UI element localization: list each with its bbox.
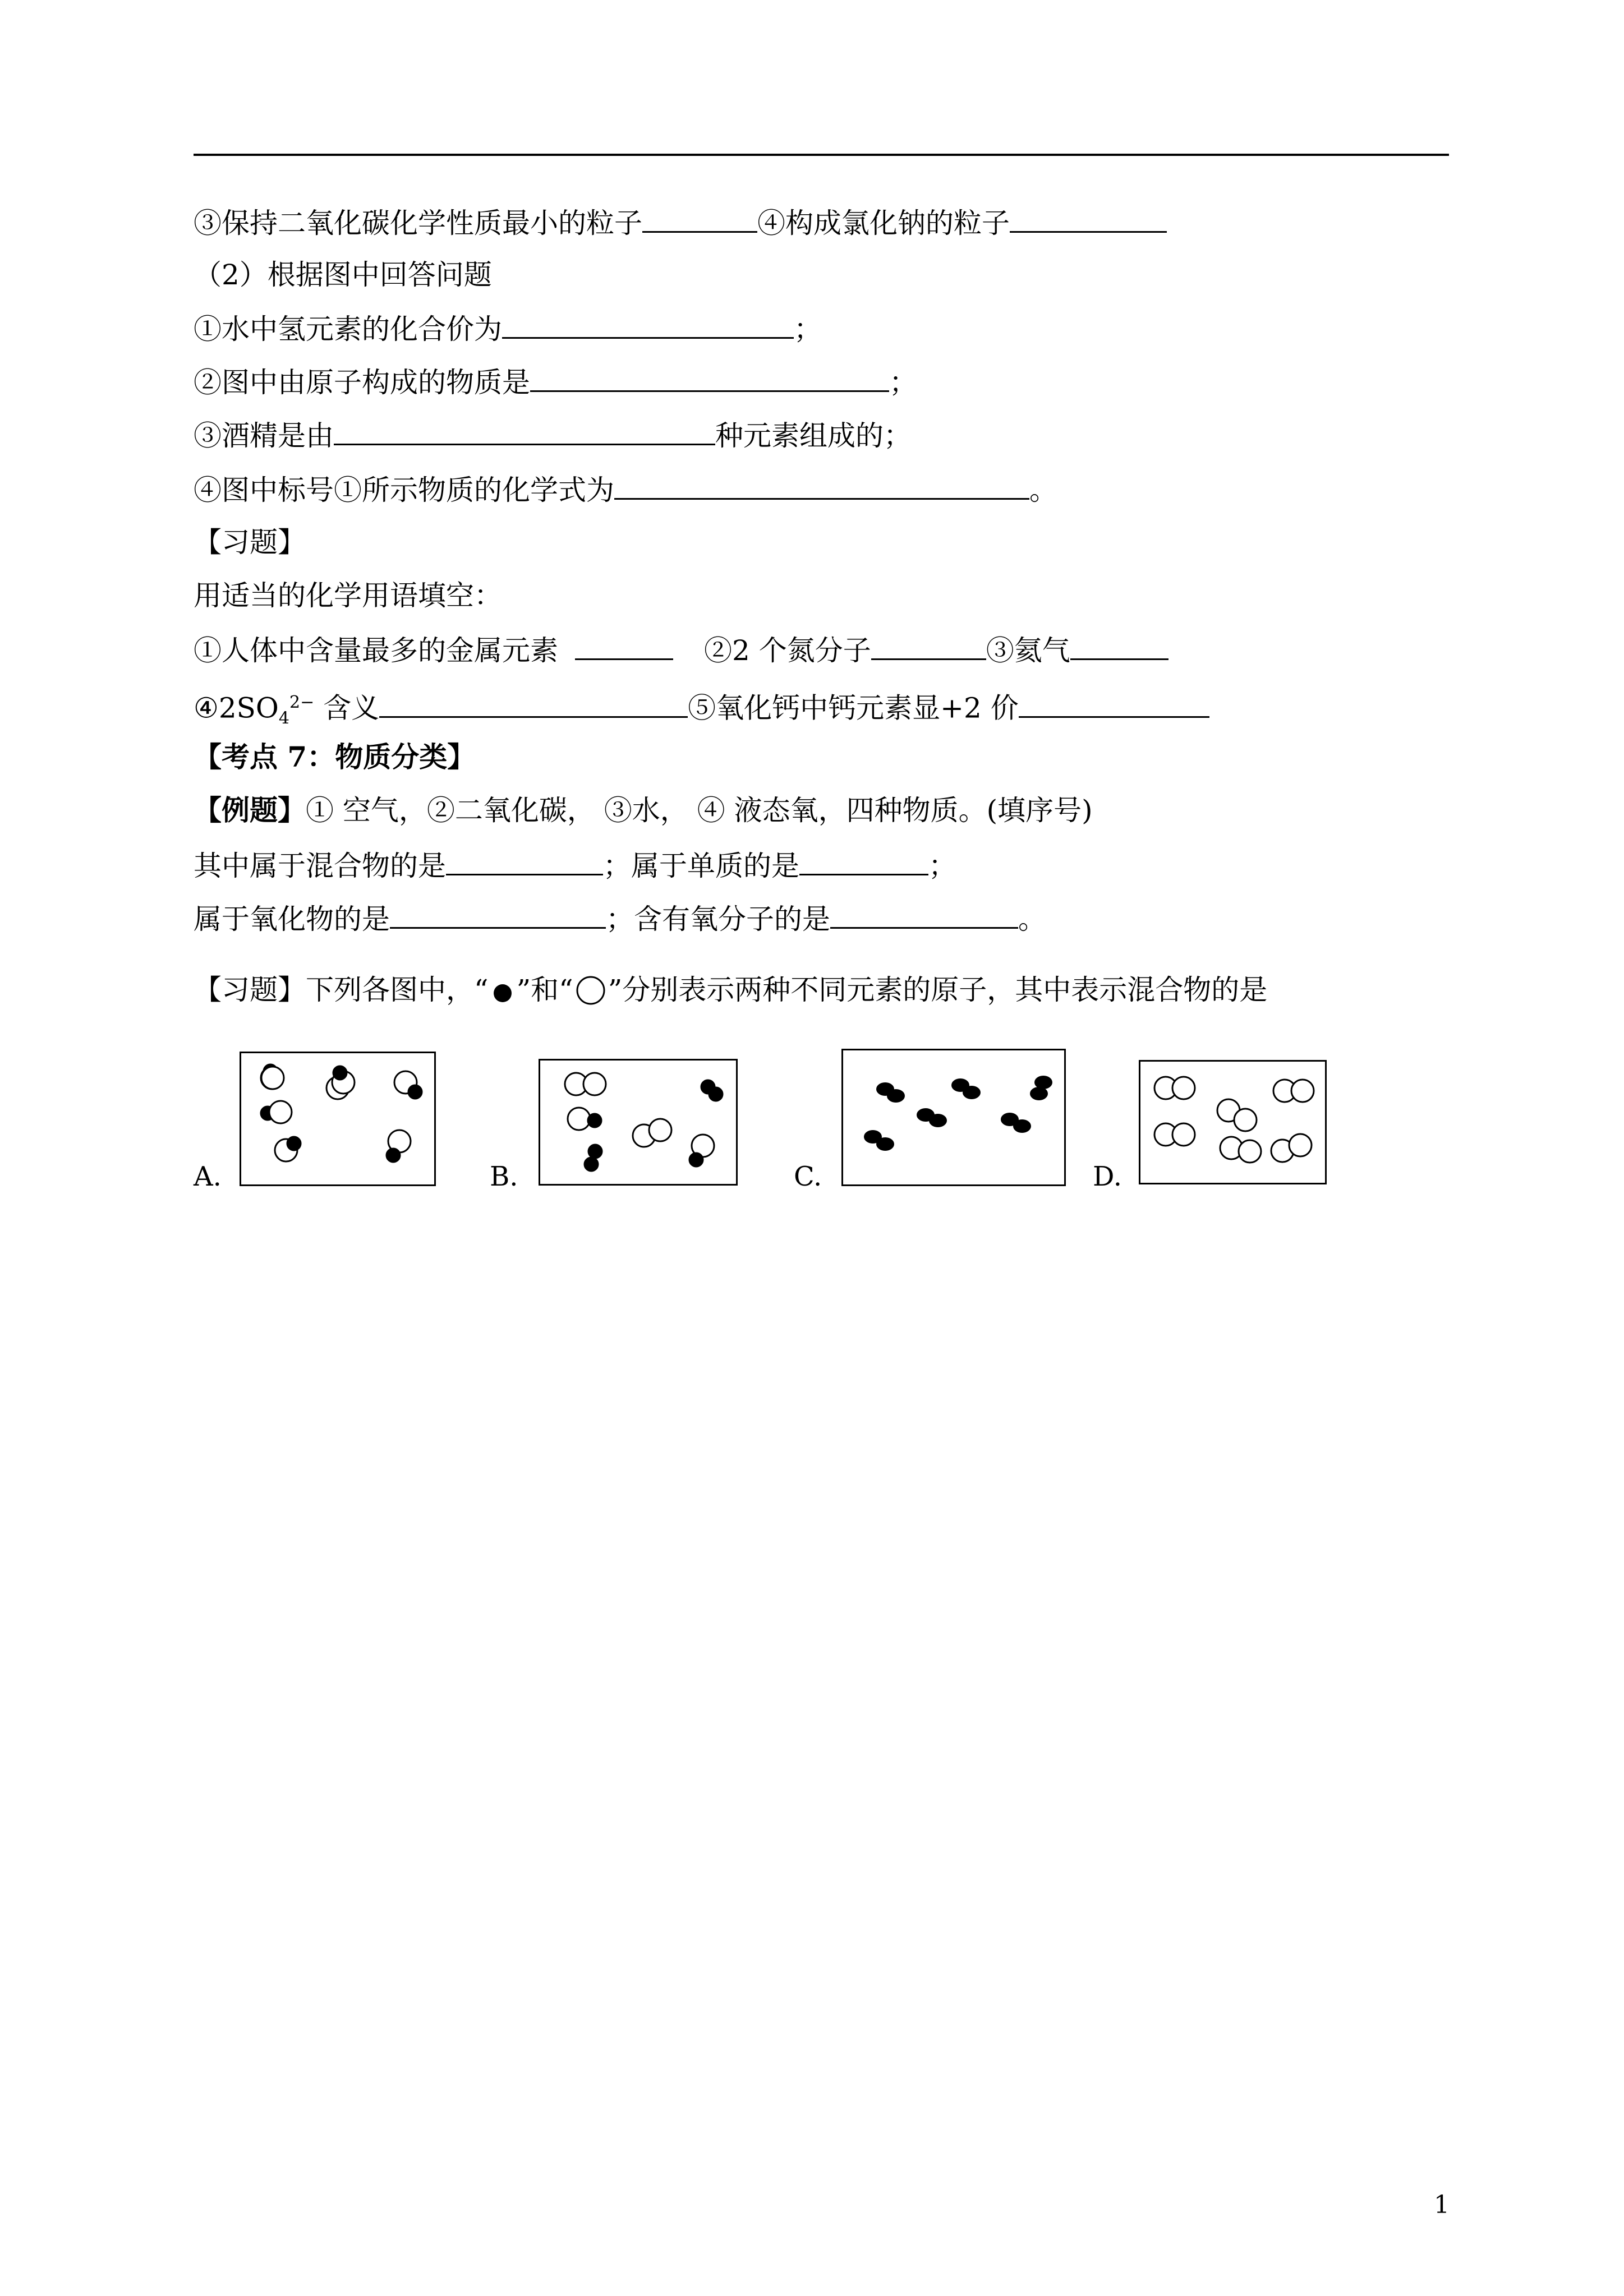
- option-b-diagram[interactable]: [539, 1059, 738, 1186]
- answer-blank[interactable]: [446, 848, 603, 875]
- text: ”和“: [516, 974, 573, 1006]
- answer-blank[interactable]: [830, 901, 1018, 929]
- text: 含义: [314, 691, 380, 725]
- text: 【习题】下列各图中，“: [194, 974, 489, 1006]
- answer-blank[interactable]: [614, 472, 1029, 500]
- subscript: 4: [278, 708, 289, 729]
- answer-blank[interactable]: [1070, 633, 1168, 660]
- option-d-label[interactable]: D.: [1093, 1161, 1122, 1192]
- atom: [588, 1114, 601, 1127]
- atom: [585, 1158, 598, 1171]
- exercise-instruction: [194, 579, 502, 612]
- answer-blank[interactable]: [575, 633, 673, 660]
- text: ②2 个氮分子: [704, 634, 871, 667]
- option-b-label[interactable]: B.: [490, 1161, 518, 1192]
- atom: [287, 1137, 301, 1150]
- example-label: 【例题】: [194, 794, 306, 827]
- atom: [1172, 1123, 1195, 1146]
- answer-blank[interactable]: [642, 205, 757, 233]
- atom: [1289, 1134, 1312, 1156]
- text: ②图中由原子构成的物质是: [194, 366, 530, 399]
- option-c-diagram[interactable]: [841, 1049, 1066, 1186]
- question-line-hydrogen: [194, 311, 822, 346]
- diagram-frame: [843, 1050, 1065, 1186]
- question-line-mixture: [194, 848, 956, 883]
- atom: [583, 1073, 606, 1095]
- text: ；: [794, 313, 822, 345]
- atom: [568, 1108, 590, 1130]
- text: 其中属于混合物的是: [194, 850, 446, 882]
- text: ④图中标号①所示物质的化学式为: [194, 474, 614, 506]
- exercise-heading: [194, 525, 306, 559]
- text: ④2SO: [194, 691, 279, 725]
- atom: [261, 1067, 284, 1089]
- text: ①人体中含量最多的金属元素: [194, 634, 558, 667]
- section-heading-classification: [194, 740, 475, 774]
- answer-blank[interactable]: [390, 901, 606, 929]
- text: 用适当的化学用语填空：: [194, 579, 502, 612]
- answer-blank[interactable]: [871, 633, 986, 660]
- subheading-2: [194, 258, 492, 292]
- exercise-mixture-question: [194, 973, 1267, 1009]
- atom: [1172, 1077, 1195, 1099]
- black-atom-icon: [489, 978, 517, 1006]
- option-a-label[interactable]: A.: [194, 1161, 222, 1192]
- text: ④构成氯化钠的粒子: [757, 207, 1010, 239]
- answer-blank[interactable]: [1010, 205, 1167, 233]
- page-number: 1: [1434, 2191, 1450, 2219]
- question-line-symbols: [194, 633, 1168, 667]
- atom: [963, 1086, 981, 1099]
- atom: [1030, 1087, 1048, 1100]
- text: ⑤氧化钙中钙元素显+2 价: [688, 691, 1019, 725]
- text: ；属于单质的是: [603, 850, 799, 882]
- atom: [588, 1145, 602, 1158]
- atom: [1013, 1119, 1031, 1133]
- answer-blank[interactable]: [799, 848, 928, 875]
- answer-blank[interactable]: [502, 311, 794, 339]
- text: 。: [1029, 474, 1057, 506]
- atom: [387, 1149, 400, 1162]
- question-line-atoms: [194, 365, 917, 399]
- atom: [689, 1153, 703, 1167]
- option-c-label[interactable]: C.: [794, 1161, 822, 1192]
- answer-blank[interactable]: [334, 418, 715, 445]
- text: （2）根据图中回答问题: [194, 259, 492, 291]
- text: 【考点 7：物质分类】: [194, 740, 476, 773]
- text: ”分别表示两种不同元素的原子，其中表示混合物的是: [608, 974, 1268, 1006]
- answer-blank[interactable]: [530, 365, 889, 392]
- question-line-oxide: [194, 901, 1046, 936]
- question-line-co2: [194, 205, 1167, 240]
- text: ；: [928, 850, 956, 882]
- atom: [1239, 1140, 1261, 1163]
- text: ③酒精是由: [194, 419, 334, 452]
- atom: [333, 1066, 347, 1080]
- option-d-diagram[interactable]: [1139, 1060, 1327, 1184]
- text: ③氦气: [986, 634, 1070, 667]
- atom: [929, 1114, 947, 1127]
- question-line-alcohol: [194, 418, 912, 453]
- atom: [876, 1137, 894, 1151]
- header-rule: [194, 154, 1449, 156]
- text: ①水中氢元素的化合价为: [194, 313, 502, 345]
- answer-blank[interactable]: [1019, 690, 1209, 718]
- example-line: [194, 794, 1093, 827]
- option-a-diagram[interactable]: [240, 1052, 436, 1186]
- text: 种元素组成的；: [715, 419, 912, 452]
- atom: [269, 1101, 292, 1123]
- text: 。: [1018, 903, 1046, 935]
- atom: [1234, 1109, 1257, 1131]
- atom: [1291, 1080, 1314, 1102]
- atom: [709, 1087, 723, 1101]
- text: 属于氧化物的是: [194, 903, 390, 935]
- text: ；含有氧分子的是: [606, 903, 830, 935]
- question-line-sulfate: [194, 686, 1209, 736]
- answer-blank[interactable]: [379, 690, 688, 718]
- text: ；: [889, 366, 917, 399]
- atom: [649, 1119, 671, 1141]
- atom: [408, 1085, 422, 1099]
- question-line-formula: [194, 472, 1057, 507]
- text: 【习题】: [194, 526, 306, 559]
- text: ③保持二氧化碳化学性质最小的粒子: [194, 207, 642, 239]
- atom: [887, 1089, 905, 1103]
- text: ① 空气，②二氧化碳， ③水， ④ 液态氧，四种物质。(填序号): [306, 794, 1093, 827]
- superscript: 2−: [289, 693, 315, 712]
- white-atom-icon: [573, 975, 608, 1009]
